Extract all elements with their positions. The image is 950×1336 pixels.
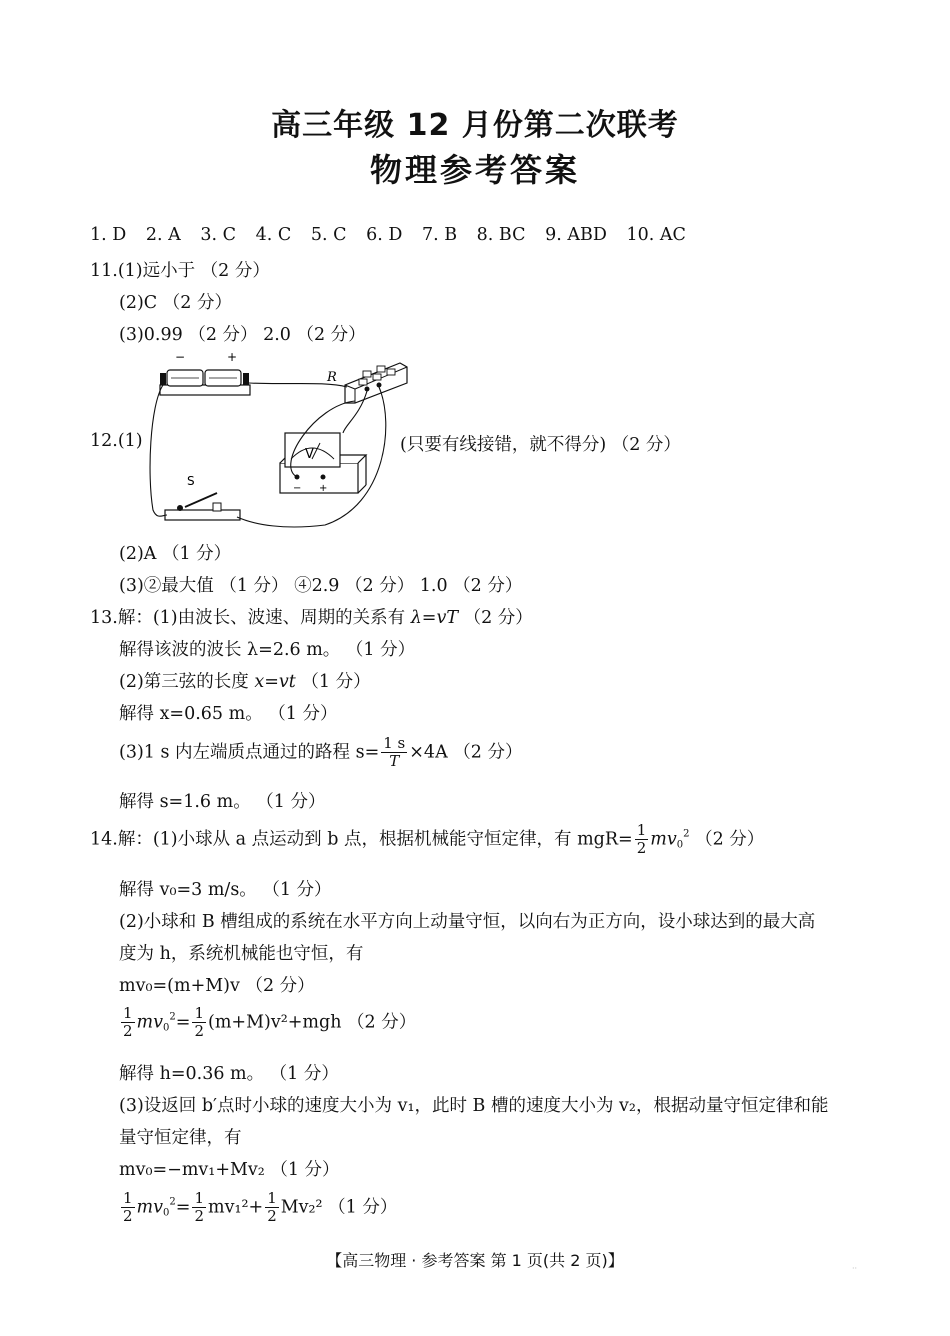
battery-minus-label: − [175, 350, 186, 364]
q14-line-1-term: mv [650, 829, 677, 850]
q14-line-6-rest: (m+M)v²+mgh （2 分） [208, 1012, 417, 1033]
fraction-denominator: 2 [636, 839, 647, 858]
fraction-denominator: T [389, 752, 400, 771]
q14-line-11-term-2: mv₁²+ [208, 1197, 264, 1218]
q14-line-1 [90, 822, 764, 858]
fraction-numerator: 1 [123, 1004, 133, 1022]
q13-line-5-text: (3)1 s 内左端质点通过的路程 s= [119, 742, 380, 763]
answer-9: 9. ABD [545, 225, 607, 245]
q13-line-1-score: （2 分） [458, 608, 533, 628]
fraction-numerator: 1 [194, 1189, 204, 1207]
fraction [381, 735, 407, 771]
fraction-denominator: 2 [267, 1207, 277, 1226]
battery-plus-label: + [227, 350, 238, 364]
equals-sign: = [175, 1197, 191, 1218]
q13-line-5 [119, 735, 522, 771]
q14-line-11 [119, 1190, 397, 1226]
answer-5: 5. C [310, 225, 347, 245]
q13-line-3 [119, 668, 371, 693]
q11-line-2: (2)C （2 分） [119, 293, 232, 313]
q13-line-6: 解得 s=1.6 m。 （1 分） [119, 792, 326, 812]
q14-line-8: (3)设返回 b′点时小球的速度大小为 v₁，此时 B 槽的速度大小为 v₂，根据动量守恒定律和能 [119, 1096, 829, 1116]
q13-line-1-equation: λ=vT [410, 608, 459, 628]
fraction [121, 1190, 135, 1226]
switch [165, 474, 240, 520]
fraction [121, 1005, 135, 1041]
corner-mark: ·· [852, 1264, 858, 1273]
fraction [265, 1190, 279, 1226]
resistance-box [326, 363, 407, 403]
switch-label: S [187, 474, 195, 488]
q13-line-2: 解得该波的波长 λ=2.6 m。 （1 分） [119, 640, 416, 660]
q14-line-5: mv₀=(m+M)v （2 分） [119, 976, 315, 996]
subscript: 0 [676, 839, 684, 851]
q14-line-6 [119, 1005, 416, 1041]
voltmeter-label: V [305, 447, 314, 462]
answer-10: 10. AC [626, 225, 686, 245]
fraction-numerator: 1 s [383, 734, 406, 752]
q13-line-3-equation: x=vt [254, 672, 296, 692]
superscript: 2 [169, 1196, 176, 1208]
fraction-numerator: 1 [636, 821, 647, 839]
q14-line-6-term: mv [136, 1012, 164, 1033]
battery-pack [160, 350, 250, 395]
fraction-numerator: 1 [194, 1004, 204, 1022]
fraction-numerator: 1 [123, 1189, 133, 1207]
q14-line-10: mv₀=−mv₁+Mv₂ （1 分） [119, 1160, 340, 1180]
fraction [635, 822, 649, 858]
q13-line-3-score: （1 分） [295, 672, 371, 692]
answer-2: 2. A [145, 225, 181, 245]
page-title: 高三年级 12 月份第二次联考 [271, 108, 679, 143]
fraction-denominator: 2 [123, 1022, 133, 1041]
q12-line-3: (3)②最大值 （1 分） ④2.9 （2 分） 1.0 （2 分） [119, 576, 523, 596]
q14-line-1-text: 14.解：(1)小球从 a 点运动到 b 点，根据机械能守恒定律，有 mgR= [90, 829, 633, 850]
answer-6: 6. D [366, 225, 403, 245]
answer-4: 4. C [255, 225, 292, 245]
q14-line-1-score: （2 分） [689, 829, 765, 850]
choice-answers [90, 225, 686, 245]
q14-line-7: 解得 h=0.36 m。 （1 分） [119, 1064, 339, 1084]
q14-line-11-term-3: Mv₂² （1 分） [280, 1197, 398, 1218]
superscript: 2 [169, 1011, 176, 1023]
q12-note: (只要有线接错，就不得分) （2 分） [400, 435, 681, 455]
voltmeter-minus-label: − [293, 483, 302, 494]
q13-line-5-score: ×4A （2 分） [409, 742, 523, 763]
q13-line-3-text: (2)第三弦的长度 [119, 672, 255, 692]
q12-line-2: (2)A （1 分） [119, 544, 232, 564]
fraction-denominator: 2 [194, 1022, 204, 1041]
q13-line-1-text: 13.解：(1)由波长、波速、周期的关系有 [90, 608, 411, 628]
q11-line-3: (3)0.99 （2 分） 2.0 （2 分） [119, 325, 366, 345]
answer-1: 1. D [90, 225, 127, 245]
fraction-numerator: 1 [267, 1189, 277, 1207]
fraction-denominator: 2 [194, 1207, 204, 1226]
q14-line-4: 度为 h，系统机械能也守恒，有 [119, 944, 364, 964]
fraction [192, 1190, 206, 1226]
voltmeter-plus-label: + [319, 483, 328, 494]
answer-8: 8. BC [476, 225, 526, 245]
q14-line-9: 量守恒定律，有 [119, 1128, 242, 1148]
q14-line-2: 解得 v₀=3 m/s。 （1 分） [119, 880, 332, 900]
q14-line-3: (2)小球和 B 槽组成的系统在水平方向上动量守恒，以向右为正方向，设小球达到的最大高 [119, 912, 816, 932]
answer-3: 3. C [200, 225, 237, 245]
q12-label: 12.(1) [90, 431, 143, 451]
resistor-label: R [327, 370, 337, 385]
circuit-diagram [145, 345, 415, 535]
answer-7: 7. B [421, 225, 458, 245]
voltmeter [280, 433, 366, 494]
fraction-denominator: 2 [123, 1207, 133, 1226]
q14-line-11-term: mv [136, 1197, 164, 1218]
superscript: 2 [683, 828, 690, 840]
page-footer: 【高三物理 · 参考答案 第 1 页(共 2 页)】 [326, 1251, 624, 1270]
q13-line-1 [90, 604, 533, 629]
subscript: 0 [163, 1207, 170, 1219]
equals-sign: = [175, 1012, 191, 1033]
q13-line-4: 解得 x=0.65 m。 （1 分） [119, 704, 338, 724]
q11-line-1: 11.(1)远小于 （2 分） [90, 261, 270, 281]
fraction [192, 1005, 206, 1041]
page-subtitle: 物理参考答案 [369, 151, 580, 189]
subscript: 0 [163, 1022, 170, 1034]
